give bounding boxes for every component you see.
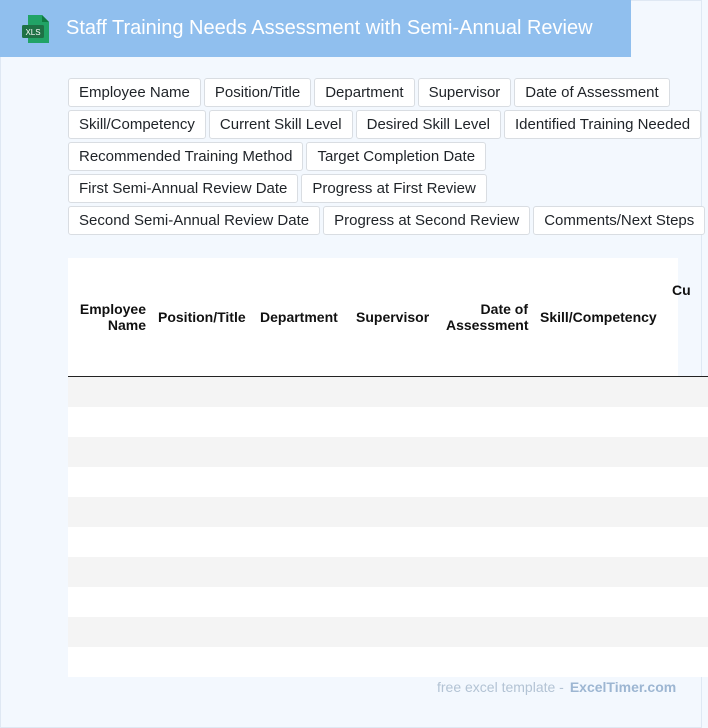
table-cell[interactable] [440,377,534,408]
column-header[interactable]: Supervisor [350,258,440,377]
table-cell[interactable] [152,497,254,527]
table-cell[interactable] [68,377,152,408]
field-chip[interactable]: Target Completion Date [306,142,486,171]
table-cell[interactable] [152,587,254,617]
table-cell[interactable] [666,617,708,647]
table-cell[interactable] [534,617,666,647]
field-row [68,110,698,139]
field-chip[interactable]: Current Skill Level [209,110,353,139]
table-cell[interactable] [254,647,350,677]
table-cell[interactable] [666,557,708,587]
table-cell[interactable] [666,407,708,437]
table-cell[interactable] [440,437,534,467]
table-cell[interactable] [152,647,254,677]
table-cell[interactable] [440,497,534,527]
field-chip[interactable]: Skill/Competency [68,110,206,139]
table-cell[interactable] [666,587,708,617]
table-cell[interactable] [350,557,440,587]
table-row [68,467,708,497]
table-cell[interactable] [254,617,350,647]
column-header[interactable]: Cu [666,258,708,377]
table-cell[interactable] [534,557,666,587]
column-header[interactable]: Skill/Competency [534,258,666,377]
footer-prefix: free excel template - [437,679,564,695]
field-chip[interactable]: Supervisor [418,78,512,107]
table-cell[interactable] [534,587,666,617]
table-cell[interactable] [666,437,708,467]
footer-brand-link[interactable]: ExcelTimer.com [569,679,677,695]
table-row [68,617,708,647]
table-row [68,557,708,587]
table-row [68,647,708,677]
table-cell[interactable] [350,467,440,497]
table-cell[interactable] [534,497,666,527]
table-cell[interactable] [350,377,440,408]
data-table [68,258,708,677]
field-chip[interactable]: Employee Name [68,78,201,107]
table-cell[interactable] [350,587,440,617]
svg-text:XLS: XLS [25,28,41,37]
table-cell[interactable] [534,467,666,497]
table-cell[interactable] [350,647,440,677]
table-cell[interactable] [666,467,708,497]
table-cell[interactable] [68,497,152,527]
table-cell[interactable] [534,647,666,677]
table-cell[interactable] [350,407,440,437]
table-cell[interactable] [152,437,254,467]
table-cell[interactable] [254,407,350,437]
column-header[interactable]: Department [254,258,350,377]
table-cell[interactable] [350,617,440,647]
field-chip[interactable]: First Semi-Annual Review Date [68,174,298,203]
table-cell[interactable] [350,527,440,557]
field-list [68,78,698,238]
table-cell[interactable] [440,527,534,557]
table-cell[interactable] [152,617,254,647]
table-cell[interactable] [440,647,534,677]
table-cell[interactable] [666,377,708,408]
field-chip[interactable]: Recommended Training Method [68,142,303,171]
table-cell[interactable] [68,617,152,647]
table-cell[interactable] [68,647,152,677]
table-cell[interactable] [254,527,350,557]
table-row [68,407,708,437]
table-cell[interactable] [534,377,666,408]
table-cell[interactable] [350,437,440,467]
field-row [68,206,698,235]
table-cell[interactable] [666,497,708,527]
field-chip[interactable]: Date of Assessment [514,78,669,107]
table-cell[interactable] [440,557,534,587]
field-chip[interactable]: Position/Title [204,78,311,107]
table-cell[interactable] [440,407,534,437]
table-cell[interactable] [440,617,534,647]
field-chip[interactable]: Identified Training Needed [504,110,701,139]
field-row [68,174,698,203]
field-chip[interactable]: Department [314,78,414,107]
table-cell[interactable] [534,407,666,437]
table-cell[interactable] [68,587,152,617]
table-cell[interactable] [152,407,254,437]
table-cell[interactable] [68,557,152,587]
table-cell[interactable] [440,467,534,497]
column-header[interactable]: Employee Name [68,258,152,377]
field-chip[interactable]: Comments/Next Steps [533,206,705,235]
table-row [68,437,708,467]
table-cell[interactable] [534,527,666,557]
table-cell[interactable] [68,467,152,497]
table-cell[interactable] [68,407,152,437]
table-cell[interactable] [666,527,708,557]
table-row [68,527,708,557]
table-cell[interactable] [440,587,534,617]
table-cell[interactable] [254,557,350,587]
title-banner [0,0,631,57]
table-cell[interactable] [254,437,350,467]
field-chip[interactable]: Desired Skill Level [356,110,501,139]
table-cell[interactable] [254,467,350,497]
field-chip[interactable]: Progress at Second Review [323,206,530,235]
table-cell[interactable] [152,467,254,497]
excel-file-icon [22,14,50,44]
table-cell[interactable] [68,527,152,557]
table-cell[interactable] [534,437,666,467]
table-cell[interactable] [254,587,350,617]
data-table-container [68,258,691,653]
column-header[interactable]: Position/Title [152,258,254,377]
field-chip[interactable]: Second Semi-Annual Review Date [68,206,320,235]
table-row [68,587,708,617]
table-cell[interactable] [68,437,152,467]
field-row [68,78,698,107]
table-cell[interactable] [254,497,350,527]
table-row [68,497,708,527]
table-cell[interactable] [152,557,254,587]
field-chip[interactable]: Progress at First Review [301,174,486,203]
table-row [68,377,708,408]
page-title: Staff Training Needs Assessment with Semi-Annual Review [66,17,593,39]
field-row [68,142,698,171]
table-cell[interactable] [152,527,254,557]
table-cell[interactable] [666,647,708,677]
table-cell[interactable] [350,497,440,527]
footer-credit [437,679,676,695]
table-cell[interactable] [152,377,254,408]
table-cell[interactable] [254,377,350,408]
column-header[interactable]: Date of Assessment [440,258,534,377]
